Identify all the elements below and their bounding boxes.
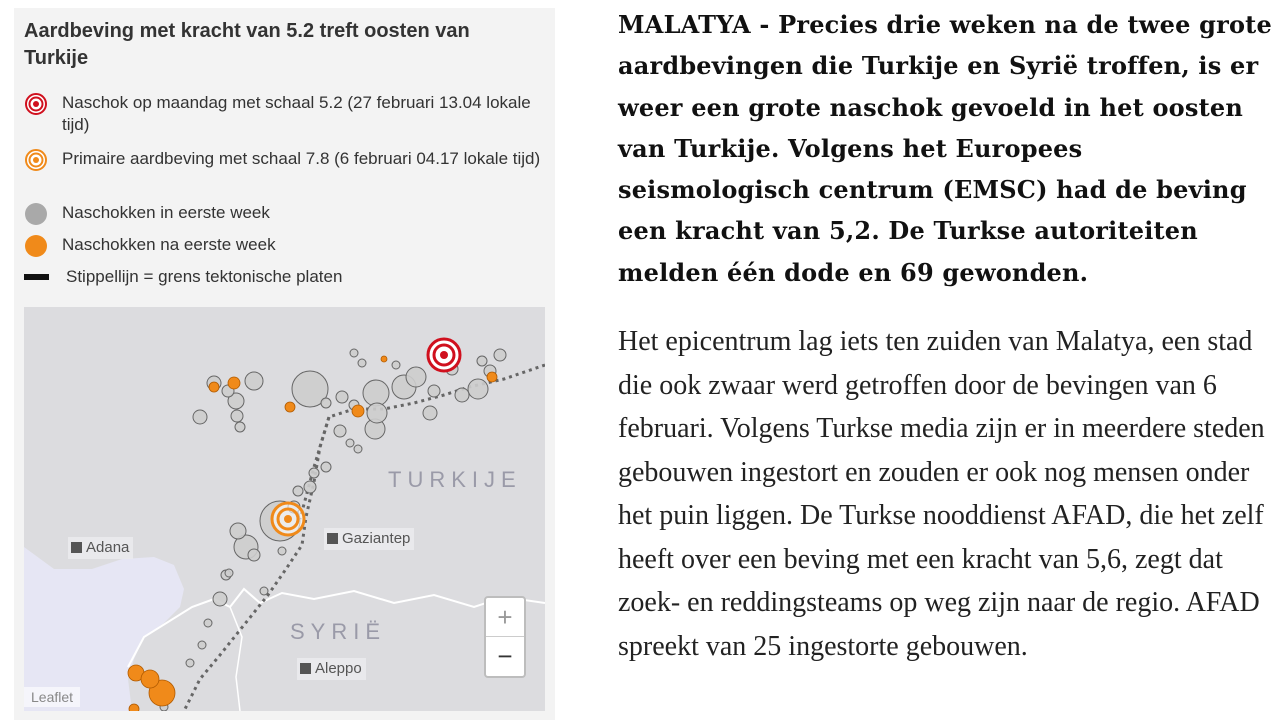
- legend-label: Stippellijn = grens tektonische platen: [66, 267, 343, 286]
- leaflet-attribution-link[interactable]: Leaflet: [24, 687, 80, 707]
- grey-dot-icon: [24, 202, 48, 232]
- city-name: Adana: [86, 539, 130, 556]
- legend-label: Naschokken na eerste week: [62, 235, 276, 254]
- legend-label: Naschok op maandag met schaal 5.2 (27 februari 13.04 lokale tijd): [62, 93, 531, 134]
- city-name: Aleppo: [315, 660, 362, 677]
- city-marker-icon: [71, 542, 82, 553]
- city-marker-icon: [300, 663, 311, 674]
- dash-line-icon: [24, 266, 50, 294]
- zoom-control: [484, 596, 526, 678]
- legend-item-aftershocks-first-week: [24, 202, 542, 224]
- monday-aftershock-marker: [428, 339, 460, 371]
- city-label-gaziantep: [324, 528, 414, 550]
- primary-quake-marker: [272, 503, 304, 535]
- city-label-adana: [68, 537, 133, 559]
- city-label-aleppo: [297, 658, 366, 680]
- zoom-in-button[interactable]: +: [486, 598, 524, 637]
- earthquake-map[interactable]: [24, 307, 545, 711]
- zoom-out-button[interactable]: −: [497, 641, 513, 671]
- article-lead: MALATYA - Precies drie weken na de twee grote aardbevingen die Turkije en Syrië troffen, is er weer een grote naschok gevoeld in het oosten van Turkije. Volgens het Europees seismologisch centrum (EMSC) had de beving een kracht van 5,2. De Turkse autoriteiten melden één dode en 69 gewonden.: [618, 10, 1272, 287]
- widget-title: Aardbeving met kracht van 5.2 treft oosten van Turkije: [24, 20, 470, 69]
- country-label-syria: SYRIË: [290, 619, 387, 644]
- article-body: Het epicentrum lag iets ten zuiden van Malatya, een stad die ook zwaar werd getroffen door de bevingen van 6 februari. Volgens Turkse media zijn er in meerdere steden gebouwen ingestort en zouden er ook nog mensen onder het puin liggen. De Turkse nooddienst AFAD, die het zelf heeft over een beving met een kracht van 5,6, zegt dat zoek- en reddingsteams op weg zijn naar de regio. AFAD spreekt van 25 ingestorte gebouwen.: [618, 326, 1265, 662]
- orange-dot-icon: [24, 234, 48, 264]
- city-marker-icon: [327, 533, 338, 544]
- legend-item-aftershocks-after-first-week: [24, 234, 542, 256]
- red-target-icon: [24, 92, 48, 122]
- legend-item-primary-quake: [24, 148, 542, 170]
- country-label-turkey: TURKIJE: [388, 467, 522, 492]
- legend-item-aftershock-monday: [24, 92, 542, 136]
- country-border: [230, 607, 242, 711]
- legend-label: Naschokken in eerste week: [62, 203, 270, 222]
- earthquake-map-widget: [14, 8, 555, 720]
- city-name: Gaziantep: [342, 530, 411, 547]
- map-graphics: [24, 307, 545, 711]
- orange-target-icon: [24, 148, 48, 178]
- legend-item-plate-boundary: [24, 266, 546, 288]
- legend-label: Primaire aardbeving met schaal 7.8 (6 februari 04.17 lokale tijd): [62, 149, 541, 168]
